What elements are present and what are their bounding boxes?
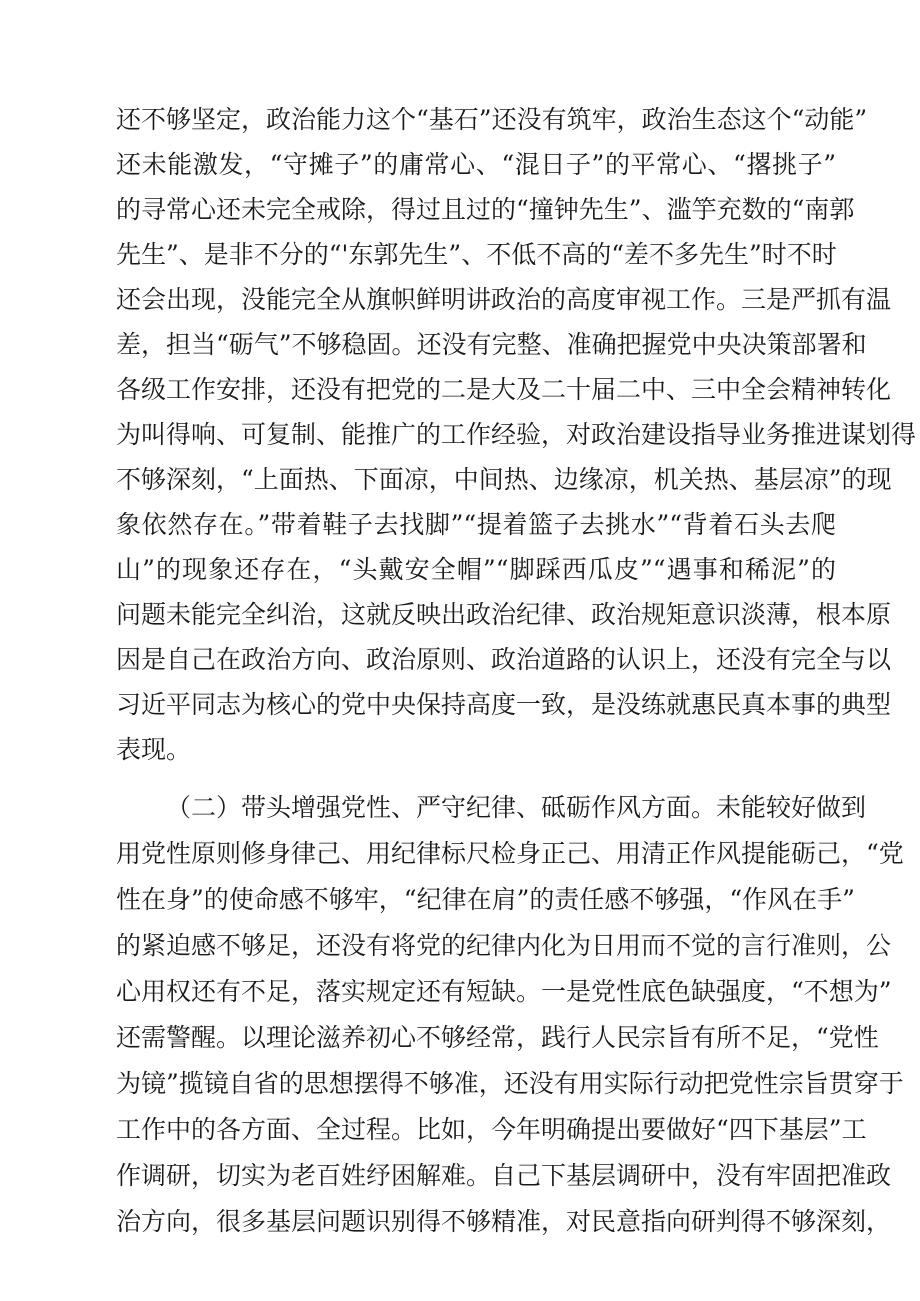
text-line: 作调研，切实为老百姓纾困解难。自己下基层调研中，没有牢固把准政 bbox=[116, 1161, 892, 1190]
text-line: 差，担当“砺气”不够稳固。还没有完整、准确把握党中央决策部署和 bbox=[116, 330, 867, 359]
text-line: 先生”、是非不分的“'东郭先生”、不低不高的“差不多先生”时不时 bbox=[116, 240, 837, 269]
text-line: 问题未能完全纠治，这就反映出政治纪律、政治规矩意识淡薄，根本原 bbox=[116, 600, 892, 629]
text-line: 还未能激发，“守摊子”的庸常心、“混日子”的平常心、“撂挑子” bbox=[116, 150, 836, 179]
text-line: 各级工作安排，还没有把党的二是大及二十届二中、三中全会精神转化 bbox=[116, 375, 892, 404]
section-heading-line: （二）带头增强党性、严守纪律、砥砺作风方面。未能较好做到 bbox=[166, 793, 867, 822]
text-line: 表现。 bbox=[116, 735, 192, 764]
text-line: 因是自己在政治方向、政治原则、政治道路的认识上，还没有完全与以 bbox=[116, 645, 892, 674]
text-line: 工作中的各方面、全过程。比如，今年明确提出要做好“四下基层”工 bbox=[116, 1115, 867, 1144]
text-line: 还会出现，没能完全从旗帜鲜明讲政治的高度审视工作。三是严抓有温 bbox=[116, 285, 892, 314]
text-line: 的寻常心还未完全戒除，得过且过的“撞钟先生”、滥竽充数的“南郭 bbox=[116, 195, 855, 224]
text-line: 习近平同志为核心的党中央保持高度一致，是没练就惠民真本事的典型 bbox=[116, 690, 892, 719]
text-line: 的紧迫感不够足，还没有将党的纪律内化为日用而不觉的言行准则，公 bbox=[116, 931, 892, 960]
text-line: 治方向，很多基层问题识别得不够精准，对民意指向研判得不够深刻， bbox=[116, 1207, 892, 1236]
text-line: 还需警醒。以理论滋养初心不够经常，践行人民宗旨有所不足，“党性 bbox=[116, 1023, 879, 1052]
text-line: 山”的现象还存在，“头戴安全帽”“脚踩西瓜皮”“遇事和稀泥”的 bbox=[116, 555, 836, 584]
text-line: 象依然存在。”带着鞋子去找脚”“提着篮子去挑水”“背着石头去爬 bbox=[116, 510, 836, 539]
text-line: 为叫得响、可复制、能推广的工作经验，对政治建设指导业务推进谋划得 bbox=[116, 420, 917, 449]
text-line: 还不够坚定，政治能力这个“基石”还没有筑牢，政治生态这个“动能” bbox=[116, 105, 868, 134]
text-line: 性在身”的使命感不够牢，“纪律在肩”的责任感不够强，“作风在手” bbox=[116, 885, 855, 914]
text-line: 用党性原则修身律己、用纪律标尺检身正己、用清正作风提能砺己，“党 bbox=[116, 839, 904, 868]
text-line: 不够深刻，“上面热、下面凉，中间热、边缘凉，机关热、基层凉”的现 bbox=[116, 465, 892, 494]
text-line: 心用权还有不足，落实规定还有短缺。一是党性底色缺强度，“不想为” bbox=[116, 977, 892, 1006]
text-line: 为镜”揽镜自省的思想摆得不够准，还没有用实际行动把党性宗旨贯穿于 bbox=[116, 1069, 904, 1098]
